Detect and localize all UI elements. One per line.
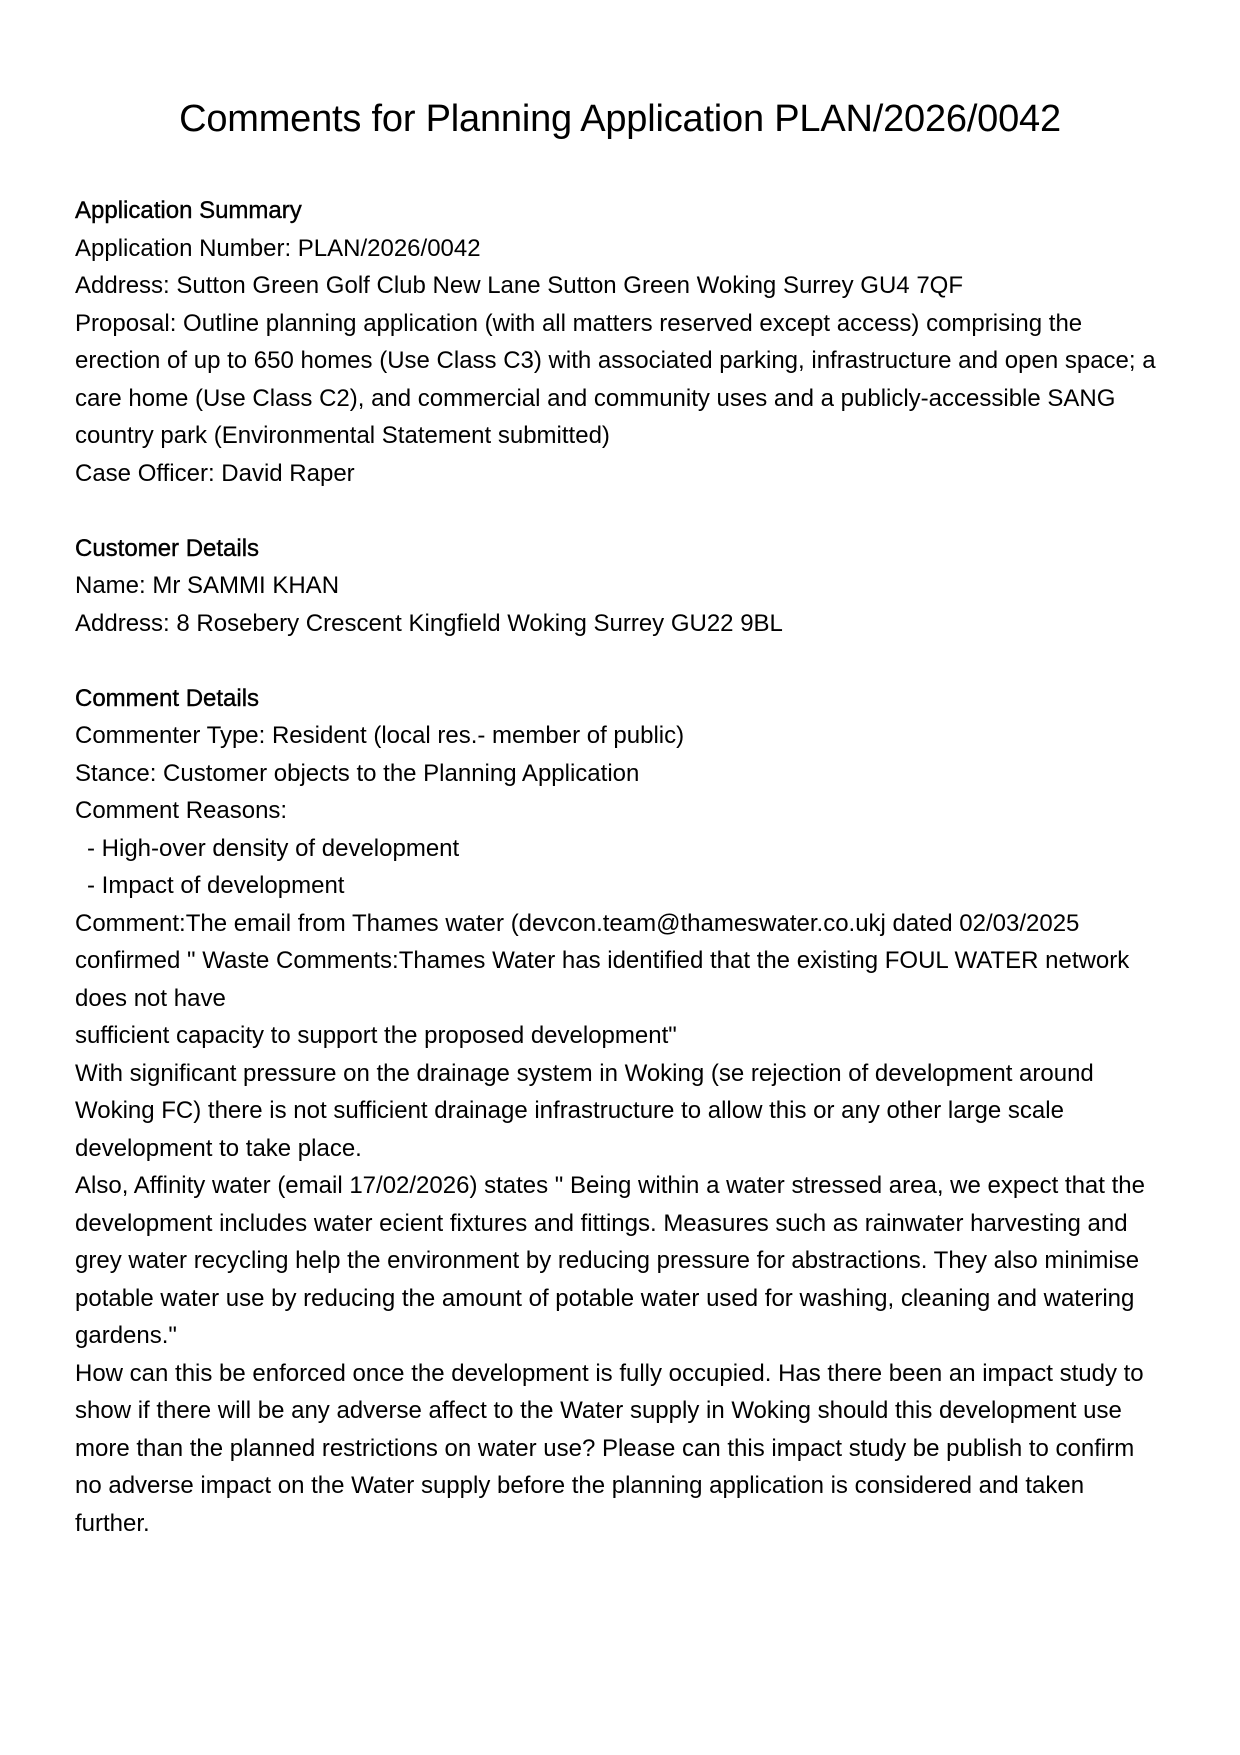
application-number: Application Number: PLAN/2026/0042: [75, 234, 481, 262]
page-title: Comments for Planning Application PLAN/2026/0042: [179, 98, 1061, 140]
customer-name: Name: Mr SAMMI KHAN: [75, 572, 340, 599]
comment-paragraph: How can this be enforced once the development is fully occupied. Has there been an impact study to show if there will be any adverse affect to the Water supply in Woking should this development use more than the planned restrictions on water use? Please can this impact study be publish to confirm no adverse impact on the Water supply before the planning application is considered and taken further.: [75, 1359, 1144, 1537]
customer-address: Address: 8 Rosebery Crescent Kingfield Woking Surrey GU22 9BL: [75, 609, 783, 637]
commenter-type: Commenter Type: Resident (local res.- member of public): [75, 722, 685, 749]
comment-details-heading: Comment Details: [75, 684, 260, 712]
stance: Stance: Customer objects to the Planning Application: [75, 759, 640, 787]
comment-reasons-label: Comment Reasons:: [75, 797, 288, 824]
proposal-text: Proposal: Outline planning application (with all matters reserved except access) comprising the erection of up to 650 homes (Use Class C3) with associated parking, infrastructure and open space; a care home (Use Class C2), and commercial and community uses and a publicly-accessible SANG country park (Environmental Statement submitted): [75, 309, 1156, 449]
comment-paragraph: Comment:The email from Thames water (devcon.team@thameswater.co.ukj dated 02/03/2025 confirmed " Waste Comments:Thames Water has identified that the existing FOUL WATER network does not have: [75, 909, 1130, 1012]
case-officer: Case Officer: David Raper: [75, 459, 355, 487]
customer-details-section: [75, 530, 1165, 643]
customer-details-heading: Customer Details: [75, 534, 260, 562]
comment-reason-item: - Impact of development: [87, 872, 345, 899]
comment-paragraph: Also, Affinity water (email 17/02/2026) states " Being within a water stressed area, we expect that the development includes water ecient fixtures and fittings. Measures such as rainwater harvesting and grey water recycling help the environment by reducing pressure for abstractions. They also minimise potable water use by reducing the amount of potable water used for washing, cleaning and watering gardens.": [75, 1172, 1145, 1349]
comment-paragraph: With significant pressure on the drainage system in Woking (se rejection of development around Woking FC) there is not sufficient drainage infrastructure to allow this or any other large scale development to take place.: [75, 1059, 1094, 1162]
comment-reason-item: - High-over density of development: [87, 834, 460, 862]
comment-details-section: [75, 680, 1165, 1543]
comment-paragraph: sufficient capacity to support the proposed development": [75, 1022, 677, 1049]
application-summary-heading: Application Summary: [75, 197, 302, 224]
application-summary-section: [75, 192, 1165, 492]
site-address: Address: Sutton Green Golf Club New Lane Sutton Green Woking Surrey GU4 7QF: [75, 272, 963, 299]
